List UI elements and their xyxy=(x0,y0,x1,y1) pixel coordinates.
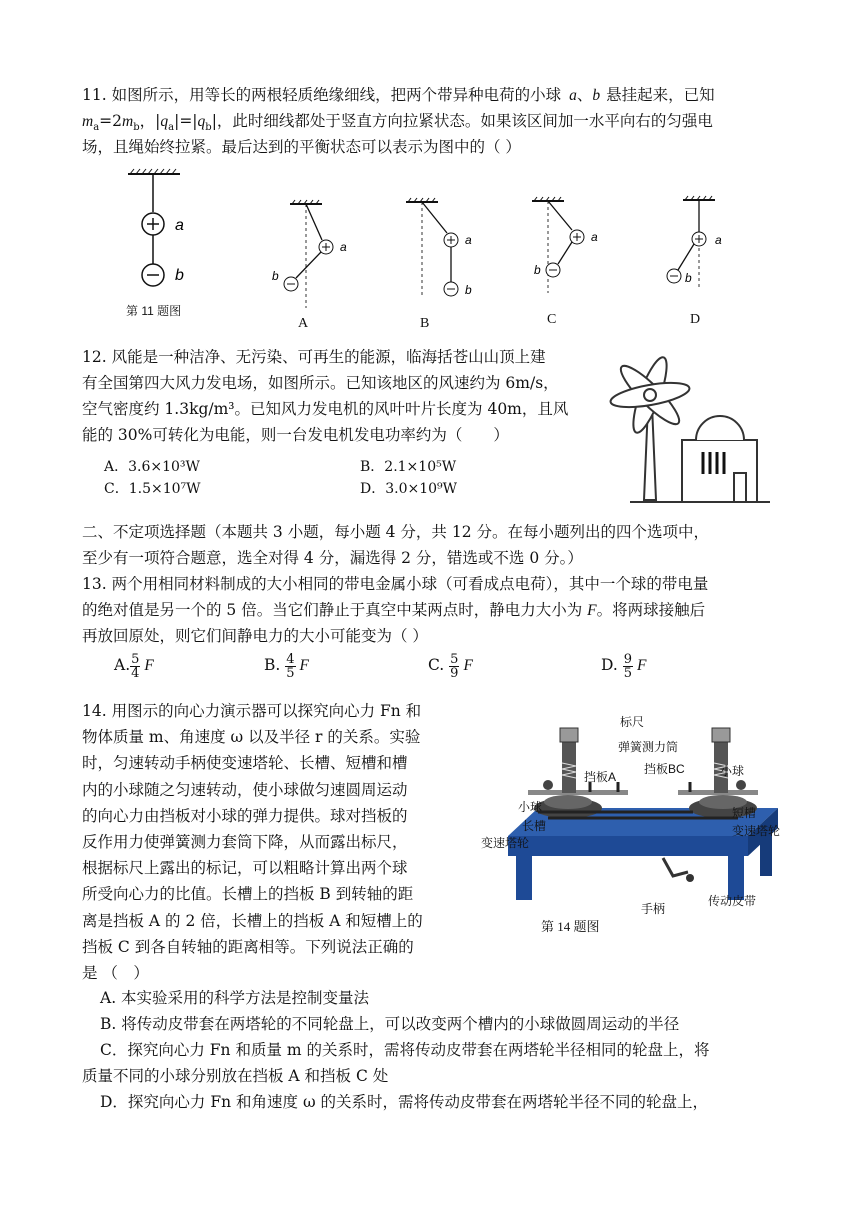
q14-label-handle: 手柄 xyxy=(641,902,666,916)
q14-label-long-groove: 长槽 xyxy=(522,819,547,833)
q11-option-d-label[interactable]: D xyxy=(690,312,701,327)
q12-option-a[interactable]: A．3.6×10³W xyxy=(104,459,200,475)
q12-wind-turbine-figure xyxy=(600,340,780,515)
svg-text:a: a xyxy=(715,233,722,247)
q14-option-b[interactable]: B. 将传动皮带套在两塔轮的不同轮盘上，可以改变两个槽内的小球做圆周运动的半径 xyxy=(100,1015,680,1033)
q12-option-c[interactable]: C．1.5×10⁷W xyxy=(104,481,201,497)
q14-stem-line: 物体质量 m、角速度 ω 以及半径 r 的关系。实验 xyxy=(82,728,421,747)
section2-line1: 二、不定项选择题（本题共 3 小题，每小题 4 分，共 12 分。在每小题列出的四个选项中， xyxy=(82,523,710,541)
q14-stem-line: 是 （ ） xyxy=(82,964,149,982)
q14-label-ball-left: 小球 xyxy=(518,800,543,814)
q14-label-tower-left: 变速塔轮 xyxy=(481,836,530,850)
q11-option-c-figure xyxy=(532,197,598,293)
q11-line1: 11. 如图所示，用等长的两根轻质绝缘细线，把两个带异种电荷的小球 a、b 悬挂起来，已知 xyxy=(82,86,715,104)
q14-stem-line: 14. 用图示的向心力演示器可以探究向心力 Fn 和 xyxy=(82,702,422,720)
q11-line2: $m_a=2m_b$，$|q_a|=|q_b|$，此时细线都处于竖直方向拉紧状态。如果该区间加一水平向右的匀强电 xyxy=(82,112,713,134)
q14-stem-line: 反作用力使弹簧测力套筒下降，从而露出标尺， xyxy=(82,833,408,851)
section2-line2: 至少有一项符合题意，选全对得 4 分，漏选得 2 分，错选或不选 0 分。） xyxy=(82,549,583,567)
q11-option-a-figure xyxy=(272,200,347,308)
q12-line1: 12. 风能是一种洁净、无污染、可再生的能源，临海括苍山山顶上建 xyxy=(82,348,546,366)
q14-stem-line: 根据标尺上露出的标记，可以粗略计算出两个球 xyxy=(82,859,408,878)
q14-option-d[interactable]: D．探究向心力 Fn 和角速度 ω 的关系时，需将传动皮带套在两塔轮半径不同的轮盘上， xyxy=(100,1093,709,1111)
svg-text:b: b xyxy=(534,263,541,277)
q14-option-c-line1[interactable]: C．探究向心力 Fn 和质量 m 的关系时，需将传动皮带套在两塔轮半径相同的轮盘上，将 xyxy=(100,1041,710,1059)
svg-text:a: a xyxy=(175,217,184,234)
q13-option-b[interactable]: B. $\frac{4}{5}$ F xyxy=(264,651,310,681)
q14-label-tower-right: 变速塔轮 xyxy=(732,824,781,838)
q12-option-b[interactable]: B．2.1×10⁵W xyxy=(360,459,457,475)
svg-text:a: a xyxy=(340,240,347,254)
q13-line3: 再放回原处，则它们间静电力的大小可能变为（ ） xyxy=(82,627,428,645)
q13-line1: 13. 两个用相同材料制成的大小相同的带电金属小球（可看成点电荷），其中一个球的带电量 xyxy=(82,575,709,593)
q13-line2: 的绝对值是另一个的 5 倍。当它们静止于真空中某两点时，静电力大小为 F。将两球接触后 xyxy=(82,601,706,619)
q14-label-baffle-bc: 挡板BC xyxy=(644,762,685,776)
q14-option-c-line2[interactable]: 质量不同的小球分别放在挡板 A 和挡板 C 处 xyxy=(82,1067,389,1085)
q14-caption: 第 14 题图 xyxy=(541,919,600,934)
q14-stem-line: 所受向心力的比值。长槽上的挡板 B 到转轴的距 xyxy=(82,885,414,904)
q11-caption: 第 11 题图 xyxy=(126,304,182,318)
q11-option-b-label[interactable]: B xyxy=(420,316,430,331)
q14-stem-line: 内的小球随之匀速转动，使小球做匀速圆周运动 xyxy=(82,780,408,799)
svg-text:b: b xyxy=(272,269,279,283)
q11-option-c-label[interactable]: C xyxy=(547,312,557,327)
svg-text:a: a xyxy=(465,233,472,247)
q14-label-short-groove: 短槽 xyxy=(732,806,757,820)
q13-option-a[interactable]: A. $\frac{5}{4}$ F xyxy=(114,651,154,681)
q14-stem-line: 时，匀速转动手柄使变速塔轮、长槽、短槽和槽 xyxy=(82,754,408,773)
q11-option-d-figure xyxy=(667,196,722,288)
q12-line2: 有全国第四大风力发电场，如图所示。已知该地区的风速约为 6m/s， xyxy=(82,374,559,392)
q14-option-a[interactable]: A. 本实验采用的科学方法是控制变量法 xyxy=(100,989,370,1007)
q14-label-baffle-a: 挡板A xyxy=(584,770,617,784)
q14-stem-line: 挡板 C 到各自转轴的距离相等。下列说法正确的 xyxy=(82,937,414,956)
q14-stem-line: 离是挡板 A 的 2 倍，长槽上的挡板 A 和短槽上的 xyxy=(82,911,423,930)
q13-option-d[interactable]: D. $\frac{9}{5}$ F xyxy=(601,651,647,681)
q11-line3: 场，且绳始终拉紧。最后达到的平衡状态可以表示为图中的（ ） xyxy=(82,138,521,156)
q12-option-d[interactable]: D．3.0×10⁹W xyxy=(360,481,458,497)
q11-figures xyxy=(100,168,760,338)
q14-stem-line: 的向心力由挡板对小球的弹力提供。球对挡板的 xyxy=(82,806,408,825)
q12-line4: 能的 30%可转化为电能，则一台发电机发电功率约为（ ） xyxy=(82,426,509,444)
q13-option-c[interactable]: C. $\frac{5}{9}$ F xyxy=(428,651,473,681)
svg-text:b: b xyxy=(465,283,472,297)
q11-option-a-label[interactable]: A xyxy=(298,316,309,331)
svg-text:b: b xyxy=(175,267,184,284)
q14-label-spring-sleeve: 弹簧测力筒 xyxy=(618,740,679,754)
svg-text:a: a xyxy=(591,230,598,244)
q14-label-ball-right: 小球 xyxy=(720,764,745,778)
q12-line3: 空气密度约 1.3kg/m³。已知风力发电机的风叶叶片长度为 40m，且风 xyxy=(82,400,569,418)
q11-original-figure xyxy=(128,169,184,286)
q14-label-ruler: 标尺 xyxy=(620,715,645,729)
svg-text:b: b xyxy=(685,271,692,285)
q14-label-belt: 传动皮带 xyxy=(708,894,757,908)
q11-option-b-figure xyxy=(406,198,472,298)
